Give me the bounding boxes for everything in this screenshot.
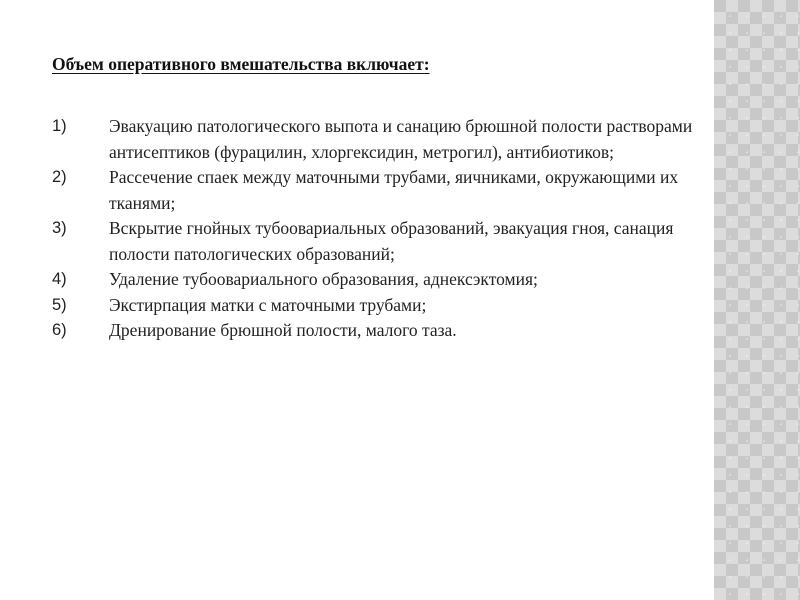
list-item bbox=[52, 318, 702, 344]
list-item-text: Удаление тубоовариального образования, аднексэктомия; bbox=[109, 269, 538, 289]
list-item-number: 6) bbox=[52, 321, 67, 339]
list-item-text: Эвакуацию патологического выпота и санацию брюшной полости растворами антисептиков (фурацилин, хлоргексидин, метрогил), антибиотиков; bbox=[109, 116, 693, 162]
list-item-text: Дренирование брюшной полости, малого таза. bbox=[109, 320, 457, 340]
list-item-text: Экстирпация матки с маточными трубами; bbox=[109, 294, 427, 315]
list-item-number: 1) bbox=[52, 117, 67, 135]
numbered-list bbox=[52, 114, 702, 344]
decorative-side-pattern bbox=[714, 0, 800, 600]
list-item bbox=[52, 267, 702, 293]
list-item-text: Вскрытие гнойных тубоовариальных образований, эвакуация гноя, санация полости патологических образований; bbox=[109, 218, 674, 264]
list-item-number: 2) bbox=[52, 168, 67, 186]
list-item bbox=[52, 165, 702, 216]
list-item-number: 5) bbox=[52, 295, 67, 314]
list-item bbox=[52, 216, 702, 267]
list-item-number: 4) bbox=[52, 270, 67, 288]
slide-heading: Объем оперативного вмешательства включает: bbox=[52, 54, 430, 74]
list-item-text: Рассечение спаек между маточными трубами, яичниками, окружающими их тканями; bbox=[109, 167, 679, 213]
slide-content bbox=[52, 52, 702, 344]
list-item-number: 3) bbox=[52, 219, 67, 237]
list-item bbox=[52, 114, 702, 165]
list-item bbox=[52, 293, 702, 319]
